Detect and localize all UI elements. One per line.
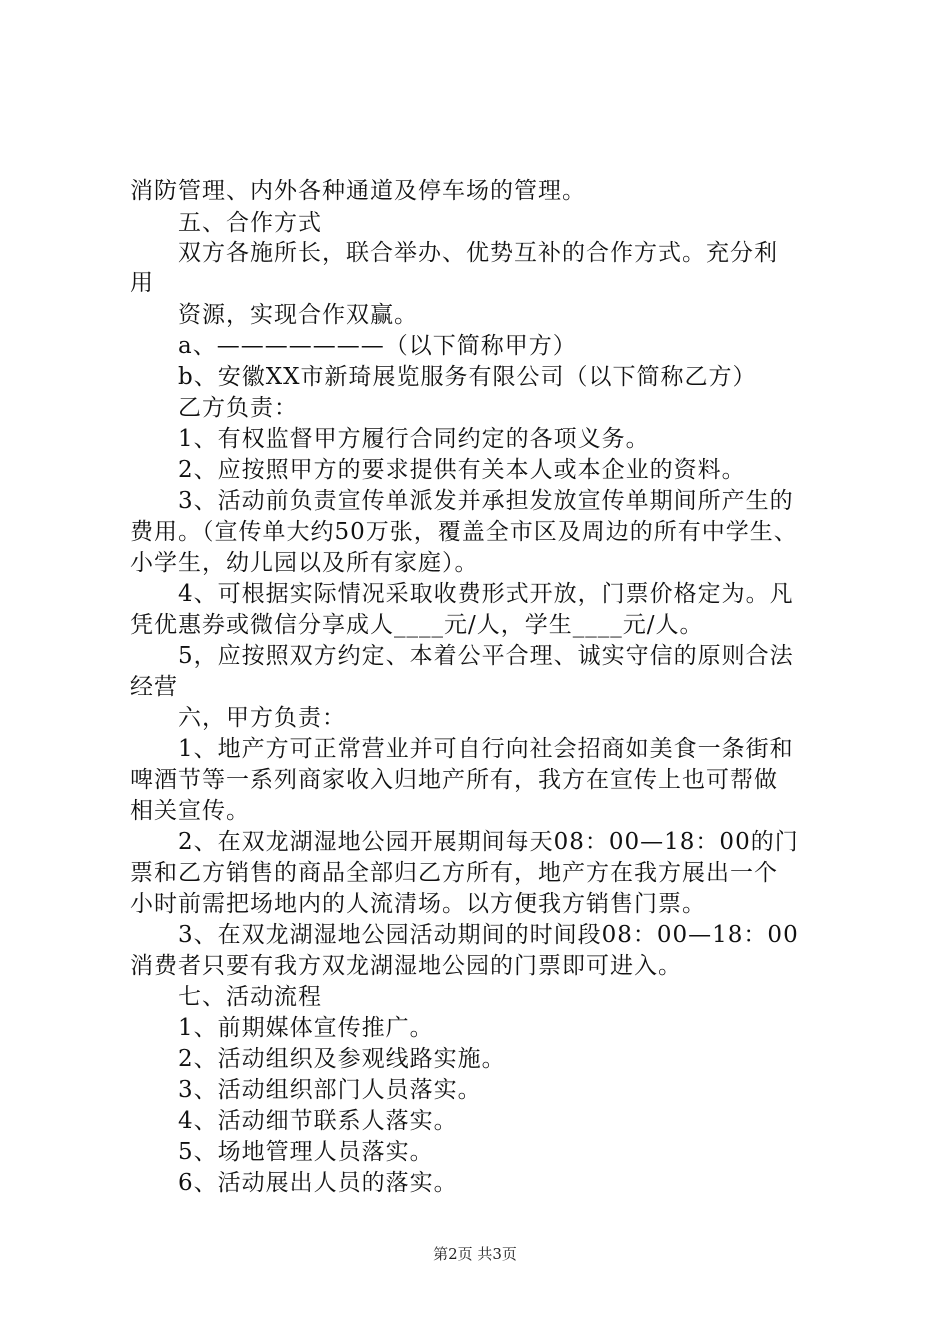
text-line: 经营 — [130, 674, 178, 700]
section-heading: 七、活动流程 — [178, 984, 322, 1010]
list-item: 3、活动组织部门人员落实。 — [178, 1077, 482, 1103]
section-heading: 六，甲方负责： — [178, 705, 346, 731]
text-line: a、———————（以下简称甲方） — [178, 333, 577, 359]
list-item: 4、活动细节联系人落实。 — [178, 1108, 458, 1134]
list-item: 6、活动展出人员的落实。 — [178, 1170, 458, 1196]
text-line: 小时前需把场地内的人流清场。以方便我方销售门票。 — [130, 891, 706, 917]
text-line: 相关宣传。 — [130, 798, 250, 824]
section-heading: 五、合作方式 — [178, 210, 322, 236]
text-line: b、安徽XX市新琦展览服务有限公司（以下简称乙方） — [178, 364, 757, 390]
list-item: 5、场地管理人员落实。 — [178, 1139, 434, 1165]
list-item: 3、在双龙湖湿地公园活动期间的时间段08：00—18：00 — [178, 922, 799, 948]
text-line: 用 — [130, 270, 154, 296]
list-item: 1、有权监督甲方履行合同约定的各项义务。 — [178, 426, 650, 452]
list-item: 5，应按照双方约定、本着公平合理、诚实守信的原则合法 — [178, 643, 794, 669]
text-line: 票和乙方销售的商品全部归乙方所有，地产方在我方展出一个 — [130, 860, 778, 886]
list-item: 4、可根据实际情况采取收费形式开放，门票价格定为。凡 — [178, 581, 794, 607]
list-item: 1、前期媒体宣传推广。 — [178, 1015, 434, 1041]
list-item: 3、活动前负责宣传单派发并承担发放宣传单期间所产生的 — [178, 488, 794, 514]
text-line: 消防管理、内外各种通道及停车场的管理。 — [130, 178, 586, 204]
text-line: 小学生，幼儿园以及所有家庭）。 — [130, 550, 479, 576]
list-item: 1、地产方可正常营业并可自行向社会招商如美食一条街和 — [178, 736, 794, 762]
list-item: 2、在双龙湖湿地公园开展期间每天08：00—18：00的门 — [178, 829, 799, 855]
text-line: 凭优惠券或微信分享成人____元/人，学生____元/人。 — [130, 612, 704, 638]
text-line: 消费者只要有我方双龙湖湿地公园的门票即可进入。 — [130, 953, 682, 979]
text-line: 双方各施所长，联合举办、优势互补的合作方式。充分利 — [178, 240, 778, 266]
section-heading: 乙方负责： — [178, 395, 298, 421]
text-line: 啤酒节等一系列商家收入归地产所有，我方在宣传上也可帮做 — [130, 767, 778, 793]
list-item: 2、应按照甲方的要求提供有关本人或本企业的资料。 — [178, 457, 746, 483]
text-line: 资源，实现合作双赢。 — [178, 302, 418, 328]
page-footer: 第2页 共3页 — [433, 1245, 517, 1263]
list-item: 2、活动组织及参观线路实施。 — [178, 1046, 506, 1072]
text-line: 费用。（宣传单大约50万张，覆盖全市区及周边的所有中学生、 — [130, 519, 798, 545]
